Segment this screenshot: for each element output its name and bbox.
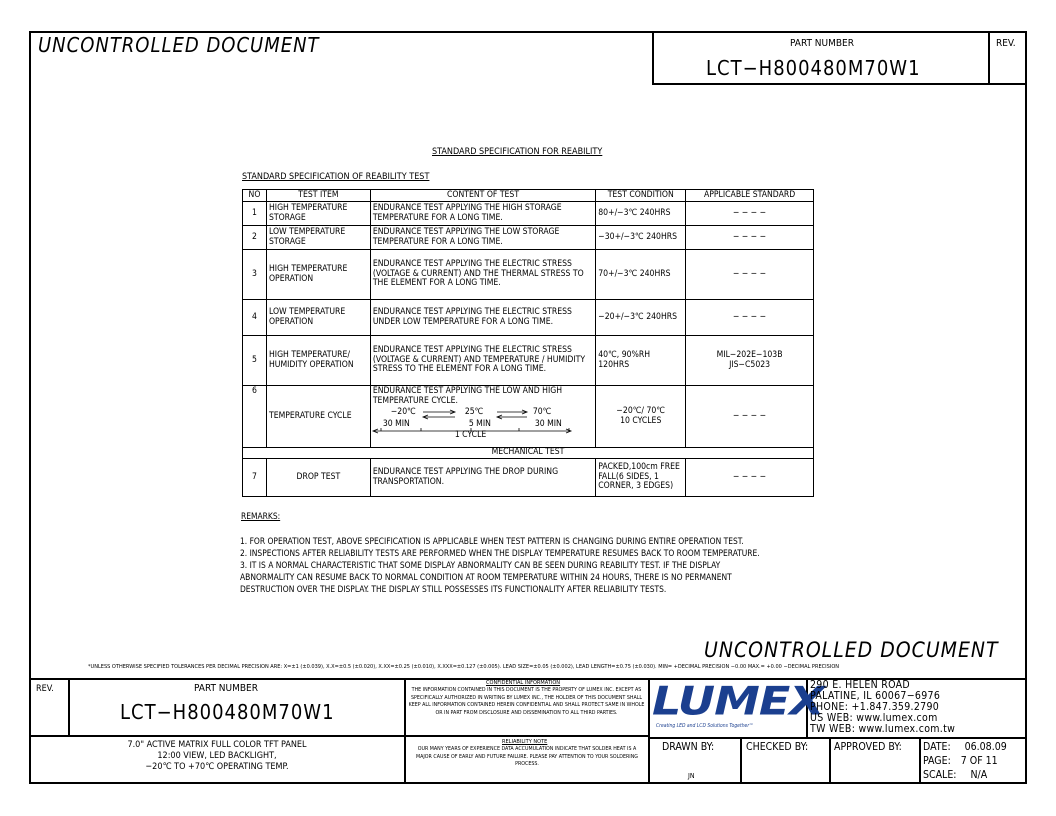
row-test-item: HIGH TEMPERATURE/ HUMIDITY OPERATION (266, 336, 370, 386)
row-standard: − − − − (686, 202, 814, 226)
tb-description (30, 740, 404, 773)
row-no: 7 (243, 459, 267, 497)
row-test-item: HIGH TEMPERATURE STORAGE (266, 202, 370, 226)
date-row (923, 740, 1007, 754)
row-standard (686, 336, 814, 386)
checked-by-label: CHECKED BY: (746, 741, 809, 753)
description-line: 12:00 VIEW, LED BACKLIGHT, (157, 751, 277, 761)
remark-line: DESTRUCTION OVER THE DISPLAY. THE DISPLAY STILL POSSESSES ITS FUNCTIONALITY AFTER RELIABILITY TESTS. (240, 584, 667, 594)
cycle-temp-1: −20℃ (390, 406, 416, 417)
drawn-divider (740, 737, 742, 784)
col-header-test-item: TEST ITEM (266, 190, 370, 202)
cycle-label: 1 CYCLE (454, 429, 487, 440)
row-standard: − − − − (686, 226, 814, 250)
rev-divider (68, 678, 70, 735)
page-row (923, 754, 1007, 768)
address-line: PALATINE, IL 60067−6976 (810, 690, 941, 702)
page-value: 7 OF 11 (960, 755, 998, 767)
confidential-title: CONFIDENTIAL INFORMATION (486, 680, 561, 686)
scale-label: SCALE: (923, 769, 957, 781)
row-test-item: LOW TEMPERATURE OPERATION (266, 300, 370, 336)
row-no: 2 (243, 226, 267, 250)
tb-part-number-label: PART NUMBER (194, 683, 258, 694)
row-standard: − − − − (686, 300, 814, 336)
row-content: ENDURANCE TEST APPLYING THE ELECTRIC STRESS (VOLTAGE & CURRENT) AND TEMPERATURE / HUMIDITY STRESS TO THE ELEMENT FOR A LONG TIME. (370, 336, 595, 386)
table-row (243, 336, 814, 386)
date-value: 06.08.09 (964, 741, 1007, 753)
row-condition: −30+/−3℃ 240HRS (596, 226, 686, 250)
header-divider (652, 31, 654, 84)
temperature-cycle-diagram (371, 408, 595, 441)
reliability-test-table (242, 189, 814, 497)
tb-part-number: LCT−H800480M70W1 (120, 700, 335, 724)
cycle-duration-1: 30 MIN (382, 418, 410, 429)
spec-main-title: STANDARD SPECIFICATION FOR REABILITY (432, 147, 603, 157)
table-row (243, 300, 814, 336)
header-bottom-line (652, 83, 1027, 85)
table-row (243, 226, 814, 250)
address-line: 290 E. HELEN ROAD (810, 679, 911, 691)
row-content: ENDURANCE TEST APPLYING THE HIGH STORAGE TEMPERATURE FOR A LONG TIME. (370, 202, 595, 226)
row-condition: 40℃, 90%RH 120HRS (596, 336, 686, 386)
tolerances-note: *UNLESS OTHERWISE SPECIFIED TOLERANCES PER DECIMAL PRECISION ARE: X=±1 (±0.039), X.X=±0.5 (±0.020), X.XX=±0.25 (±0.010), X.XXX=±0.127 (±0.005). LEAD SIZE=±0.05 (±0.002), LEAD LENGTH=±0.75 (±0.030). MIN= +DECIMAL PRECISION −0.00 MAX.= +0.00 −DECIMAL PRECISION (88, 664, 840, 670)
remarks-title: REMARKS: (241, 511, 281, 521)
uncontrolled-watermark-top: UNCONTROLLED DOCUMENT (38, 33, 320, 57)
row-condition: 80+/−3℃ 240HRS (596, 202, 686, 226)
col-header-condition: TEST CONDITION (596, 190, 686, 202)
condition-line-2: 10 CYCLES (620, 415, 662, 426)
approved-divider (919, 737, 921, 784)
row-no: 5 (243, 336, 267, 386)
date-label: DATE: (923, 741, 951, 753)
row-test-item: HIGH TEMPERATURE OPERATION (266, 250, 370, 300)
row-standard: − − − − (686, 250, 814, 300)
row-condition (596, 386, 686, 448)
table-row (243, 459, 814, 497)
col-header-content: CONTENT OF TEST (370, 190, 595, 202)
row-no: 6 (243, 386, 267, 448)
checked-divider (829, 737, 831, 784)
scale-value: N/A (970, 769, 988, 781)
title-block-mid-left (29, 735, 648, 737)
row-content: ENDURANCE TEST APPLYING THE LOW STORAGE TEMPERATURE FOR A LONG TIME. (370, 226, 595, 250)
description-line: 7.0" ACTIVE MATRIX FULL COLOR TFT PANEL (127, 740, 307, 750)
scale-row (923, 768, 1007, 782)
row-test-item: DROP TEST (266, 459, 370, 497)
tb-rev-label: REV. (36, 684, 54, 694)
remarks-list (240, 535, 880, 595)
header-divider-rev (988, 31, 990, 84)
reliability-title: RELIABILITY NOTE (502, 739, 548, 745)
remark-line: 1. FOR OPERATION TEST, ABOVE SPECIFICATION IS APPLICABLE WHEN TEST PATTERN IS CHANGING DURING ENTIRE OPERATION TEST. (240, 536, 744, 546)
address-line: PHONE: +1.847.359.2790 (810, 701, 940, 713)
standard-line-2: JIS−C5023 (729, 359, 771, 370)
table-header-row (243, 190, 814, 202)
standard-line-1: MIL−202E−103B (716, 349, 783, 360)
confidential-text: THE INFORMATION CONTAINED IN THIS DOCUMENT IS THE PROPERTY OF LUMEX INC. EXCEPT AS SPECIFICALLY AUTHORIZED IN WRITING BY LUMEX INC., THE HOLDER OF THIS DOCUMENT SHALL KEEP ALL INFORMATION CONTAINED HEREIN CONFIDENTIAL AND SHALL PROTECT SAME IN WHOLE OR IN PART FROM DISCLOSURE AND DISSEMINATION TO ALL THIRD PARTIES. (408, 687, 645, 716)
col-header-no: NO (243, 190, 267, 202)
table-row (243, 202, 814, 226)
header-rev-label: REV. (996, 38, 1016, 49)
address-block (810, 680, 955, 735)
row-content: ENDURANCE TEST APPLYING THE DROP DURING TRANSPORTATION. (370, 459, 595, 497)
cycle-duration-2: 5 MIN (468, 418, 491, 429)
table-row-temperature-cycle (243, 386, 814, 448)
row-test-item: LOW TEMPERATURE STORAGE (266, 226, 370, 250)
condition-line-1: −20℃/ 70℃ (616, 405, 666, 416)
row-condition: −20+/−3℃ 240HRS (596, 300, 686, 336)
lumex-logo (650, 678, 824, 736)
drawn-by-label: DRAWN BY: (662, 741, 715, 753)
remark-line: ABNORMALITY CAN RESUME BACK TO NORMAL CONDITION AT ROOM TEMPERATURE WITHIN 24 HOURS, THERE IS NO PERMANENT (240, 572, 732, 582)
row-content (370, 386, 595, 448)
cycle-description: ENDURANCE TEST APPLYING THE LOW AND HIGH TEMPERATURE CYCLE. (372, 386, 563, 406)
row-no: 3 (243, 250, 267, 300)
col-header-standard: APPLICABLE STANDARD (686, 190, 814, 202)
row-no: 4 (243, 300, 267, 336)
reliability-text: OUR MANY YEARS OF EXPERIENCE DATA ACCUMULATION INDICATE THAT SOLDER HEAT IS A MAJOR CAUSE OF EARLY AND FUTURE FAILURE. PLEASE PAY ATTENTION TO YOUR SOLDERING PROCESS. (416, 746, 638, 767)
description-line: −20℃ TO +70℃ OPERATING TEMP. (145, 762, 289, 772)
address-line: US WEB: www.lumex.com (810, 712, 938, 724)
uncontrolled-watermark-bottom: UNCONTROLLED DOCUMENT (704, 638, 999, 662)
approved-by-label: APPROVED BY: (834, 741, 902, 753)
address-line: TW WEB: www.lumex.com.tw (810, 723, 956, 735)
row-standard: − − − − (686, 459, 814, 497)
row-standard: − − − − (686, 386, 814, 448)
row-content: ENDURANCE TEST APPLYING THE ELECTRIC STRESS UNDER LOW TEMPERATURE FOR A LONG TIME. (370, 300, 595, 336)
page-label: PAGE: (923, 755, 951, 767)
row-test-item: TEMPERATURE CYCLE (266, 386, 370, 448)
lumex-logo-tagline: Creating LED and LCD Solutions Together™ (656, 723, 754, 729)
drawn-by-value: JN (688, 772, 695, 780)
spec-sub-title: STANDARD SPECIFICATION OF REABILITY TEST (242, 172, 430, 182)
header-part-number-label: PART NUMBER (790, 38, 854, 49)
header-part-number: LCT−H800480M70W1 (706, 56, 921, 80)
remark-line: 2. INSPECTIONS AFTER RELIABILITY TESTS ARE PERFORMED WHEN THE DISPLAY TEMPERATURE RESUMES BACK TO ROOM TEMPERATURE. (240, 548, 760, 558)
row-no: 1 (243, 202, 267, 226)
date-page-scale (923, 740, 1007, 782)
row-condition: 70+/−3℃ 240HRS (596, 250, 686, 300)
remark-line: 3. IT IS A NORMAL CHARACTERISTIC THAT SOME DISPLAY ABNORMALITY CAN BE SEEN DURING REABILITY TEST. IF THE DISPLAY (240, 560, 721, 570)
mechanical-test-row (243, 448, 814, 459)
cycle-duration-3: 30 MIN (534, 418, 562, 429)
title-block-mid-right (648, 737, 1027, 739)
row-condition: PACKED,100cm FREE FALL(6 SIDES, 1 CORNER, 3 EDGES) (596, 459, 686, 497)
cycle-temp-3: 70℃ (532, 406, 552, 417)
lumex-logo-text: LUMEX (652, 678, 824, 724)
mechanical-test-label: MECHANICAL TEST (243, 448, 814, 459)
cycle-temp-2: 25℃ (464, 406, 484, 417)
row-content: ENDURANCE TEST APPLYING THE ELECTRIC STRESS (VOLTAGE & CURRENT) AND THE THERMAL STRESS TO THE ELEMENT FOR A LONG TIME. (370, 250, 595, 300)
table-row (243, 250, 814, 300)
